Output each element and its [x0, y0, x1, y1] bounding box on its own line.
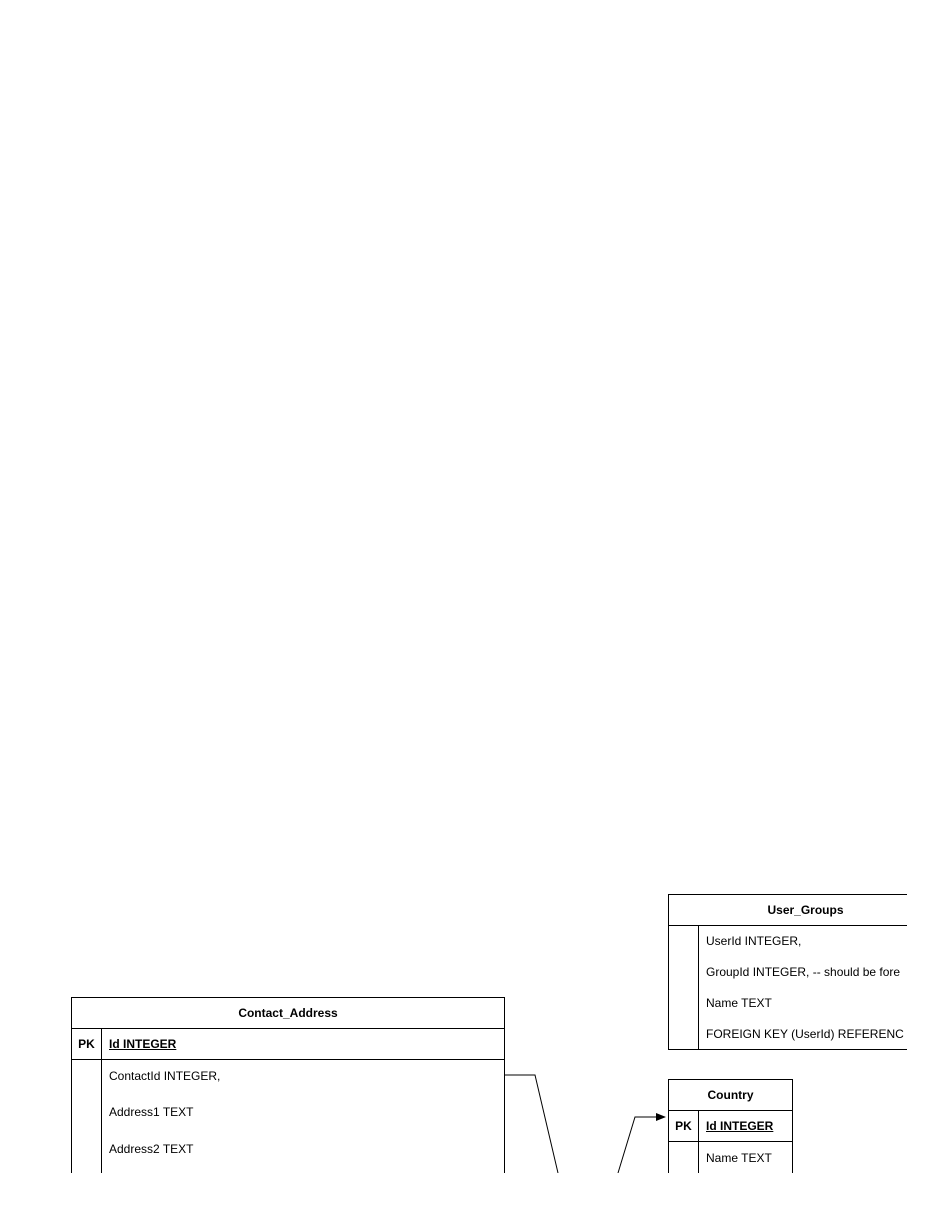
table-country[interactable]: [668, 1079, 793, 1173]
table-title: User_Groups: [669, 895, 907, 926]
field-list: [699, 1142, 792, 1173]
table-field-block: [72, 1060, 504, 1173]
table-field: Name TEXT: [706, 996, 772, 1010]
table-field-block: [669, 1142, 792, 1173]
pk-label: PK: [669, 1111, 699, 1141]
field-list: [699, 926, 907, 1049]
table-field: UserId INTEGER,: [706, 934, 802, 948]
table-user-groups[interactable]: [668, 894, 907, 1050]
table-field-block: [669, 926, 907, 1049]
table-title: Contact_Address: [72, 998, 504, 1029]
pk-field: Id INTEGER: [109, 1037, 177, 1051]
key-column: [72, 1060, 102, 1173]
edge-contact-address-contactid: [504, 1075, 558, 1173]
table-title: Country: [669, 1080, 792, 1111]
pk-field: Id INTEGER: [706, 1119, 774, 1133]
table-field: GroupId INTEGER, -- should be fore: [706, 965, 901, 979]
pk-label: PK: [72, 1029, 102, 1059]
table-pk-row: [72, 1029, 504, 1060]
table-field: Name TEXT: [706, 1151, 772, 1165]
table-pk-row: [669, 1111, 792, 1142]
field-list: [102, 1060, 504, 1173]
key-column: [669, 1142, 699, 1173]
key-column: [669, 926, 699, 1049]
table-contact-address[interactable]: [71, 997, 505, 1173]
table-field: FOREIGN KEY (UserId) REFERENC: [706, 1027, 904, 1041]
table-field: Address1 TEXT: [109, 1105, 194, 1119]
edge-country-id-reference: [618, 1117, 665, 1173]
table-field: ContactId INTEGER,: [109, 1069, 221, 1083]
table-field: Address2 TEXT: [109, 1142, 194, 1156]
